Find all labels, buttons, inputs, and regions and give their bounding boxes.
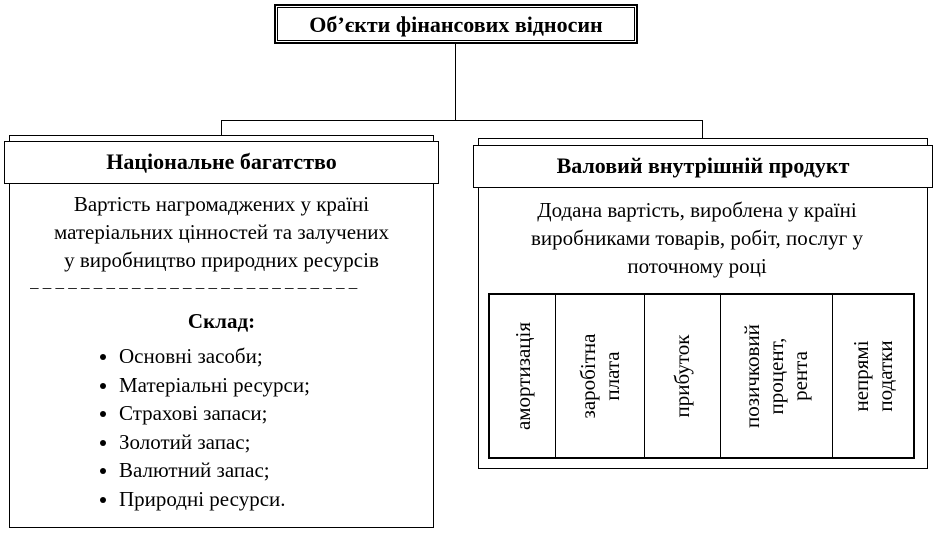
component-label-line: позичковий (740, 324, 764, 428)
connector-horizontal (221, 120, 703, 121)
list-item: • Матеріальні ресурси; (119, 371, 310, 400)
component-label-line: рента (788, 351, 812, 401)
composition-label: Склад: (187, 309, 256, 333)
connector-left-drop (221, 120, 222, 135)
component-label-line: заробітна (575, 333, 600, 419)
component-label-line: процент, (764, 337, 788, 415)
list-item: • Золотий запас; (119, 428, 310, 457)
connector-vertical-top (455, 44, 456, 120)
description-line: Вартість нагромаджених у країні (73, 192, 370, 216)
national-wealth-description (9, 190, 434, 274)
component-cell (555, 295, 645, 457)
component-label-line: непрямі (848, 340, 873, 412)
component-label-line: плата (599, 351, 624, 401)
component-cell (644, 295, 721, 457)
national-wealth-title: Національне багатство (106, 149, 337, 174)
component-cell (832, 295, 913, 457)
description-line: у виробництво природних ресурсів (64, 248, 379, 272)
national-wealth-header (4, 141, 439, 184)
top-title: Об’єкти фінансових відносин (309, 12, 603, 37)
component-label (576, 334, 624, 419)
description-line: Додана вартість, вироблена у країні (537, 198, 857, 222)
connector-right-drop (702, 120, 703, 138)
gdp-header (473, 145, 933, 188)
composition-list (75, 342, 310, 513)
component-label (670, 335, 694, 418)
list-item: • Страхові запаси; (119, 399, 310, 428)
description-line: виробниками товарів, робіт, послуг у (531, 226, 863, 250)
component-cell (490, 295, 556, 457)
top-box-outer (274, 4, 638, 44)
list-item: • Основні засоби; (119, 342, 310, 371)
list-item: • Природні ресурси. (119, 485, 310, 514)
gdp-description (478, 196, 916, 280)
component-cell (720, 295, 833, 457)
description-line: поточному році (627, 254, 767, 278)
description-line: матеріальних цінностей та залучених (53, 220, 390, 244)
dashed-separator: _ _ _ _ _ _ _ _ _ _ _ _ _ _ _ _ _ _ _ _ _ _ _ _ _ _ (30, 272, 358, 291)
gdp-components-table (488, 293, 915, 459)
component-label-line: податки (872, 340, 897, 412)
component-label (511, 322, 535, 430)
gdp-title: Валовий внутрішній продукт (556, 153, 850, 178)
component-label (849, 340, 897, 411)
list-item: • Валютний запас; (119, 456, 310, 485)
component-label (740, 324, 812, 428)
component-label-line: амортизація (510, 321, 535, 431)
component-label-line: прибуток (670, 334, 694, 418)
